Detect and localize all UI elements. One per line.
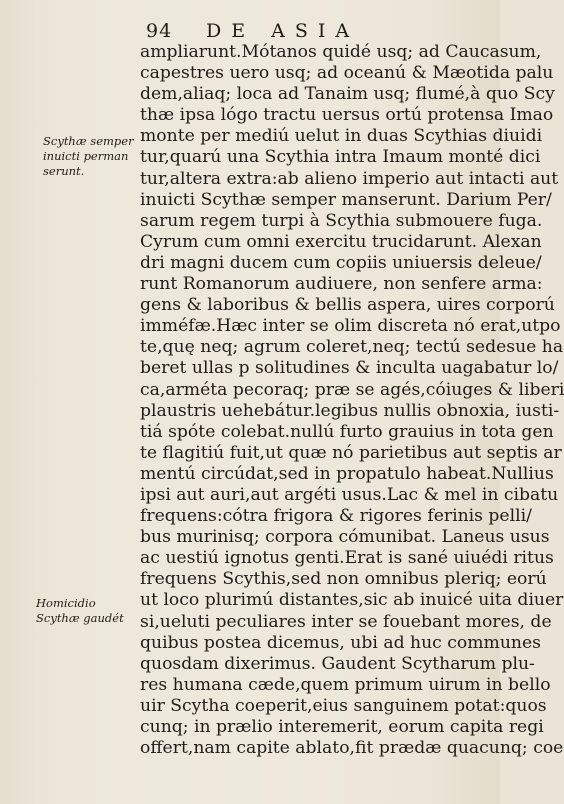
text-line: cunq; in prælio interemerit, eorum capita regi xyxy=(140,717,544,737)
marginal-line: serunt. xyxy=(43,164,85,178)
text-line: quosdam dixerimus. Gaudent Scytharum plu- xyxy=(140,653,535,674)
text-line: mentú circúdat,sed in propatulo habeat.Nullius xyxy=(140,463,554,484)
page-number: 94 xyxy=(146,20,173,42)
marginal-line: inuicti perman xyxy=(43,149,129,163)
text-line: frequens Scythis,sed non omnibus pleriq; eorú xyxy=(140,569,547,590)
marginal-line: Scythæ semper xyxy=(43,134,134,148)
text-line: ampliarunt.Mótanos quidé usq; ad Caucasum, xyxy=(140,42,542,62)
marginal-line: Homicidio xyxy=(36,596,96,610)
text-line: sarum regem turpi à Scythia submouere fuga. xyxy=(140,210,543,231)
text-line: frequens:cótra frigora & rigores ferinis pelli/ xyxy=(140,506,532,527)
text-line: tiá spóte colebat.nullú furto grauius in tota gen xyxy=(140,421,554,442)
text-line: beret ullas p solitudines & inculta uagabatur lo/ xyxy=(140,358,559,379)
text-line: ca,arméta pecoraq; præ se agés,cóiuges & liberi xyxy=(140,379,564,400)
text-line: imméfæ.Hæc inter se olim discreta nó erat,utpo xyxy=(140,316,561,337)
text-line: monte per mediú uelut in duas Scythias diuidi xyxy=(140,126,543,147)
marginal-note-homicidio xyxy=(36,596,124,626)
text-line: ipsi aut auri,aut argéti usus.Lac & mel in cibatu xyxy=(140,484,559,505)
text-line: gens & laboribus & bellis aspera, uires corporú xyxy=(140,295,555,316)
text-line: tur,altera extra:ab alieno imperio aut intacti aut xyxy=(140,168,559,189)
text-line: Cyrum cum omni exercitu trucidarunt. Alexan xyxy=(140,231,542,252)
text-line: dri magni ducem cum copiis uniuersis deleue/ xyxy=(140,252,542,273)
text-line: quibus postea dicemus, ubi ad huc communes xyxy=(140,632,541,653)
text-line: offert,nam capite ablato,fit prædæ quacunq; coe xyxy=(140,738,564,759)
marginal-line: Scythæ gaudét xyxy=(36,611,124,625)
text-line: dem,aliaq; loca ad Tanaim usq; flumé,à quo Scy xyxy=(140,84,555,105)
running-head: DE ASIA xyxy=(206,20,360,42)
body-text xyxy=(140,42,564,759)
text-line: ac uestiú ignotus genti.Erat is sané uiuédi ritus xyxy=(140,548,554,569)
marginal-note-scythae-inuicti xyxy=(43,134,134,179)
text-line: capestres uero usq; ad oceanú & Mæotida palu xyxy=(140,63,554,84)
text-line: tur,quarú una Scythia intra Imaum monté dici xyxy=(140,147,541,168)
text-line: si,ueluti peculiares inter se fouebant mores, de xyxy=(140,611,552,632)
text-line: thæ ipsa lógo tractu uersus ortú protensa Imao xyxy=(140,105,554,126)
text-line: res humana cæde,quem primum uirum in bello xyxy=(140,674,551,695)
page-header xyxy=(0,20,500,44)
text-line: plaustris uehebátur.legibus nullis obnoxia, iusti- xyxy=(140,400,560,421)
text-line: te flagitiú fuit,ut quæ nó parietibus aut septis ar xyxy=(140,442,562,463)
text-line: bus murinisq; corpora cómunibat. Laneus usus xyxy=(140,527,550,548)
text-line: uir Scytha coeperit,eius sanguinem potat:quos xyxy=(140,695,547,716)
text-line: inuicti Scythæ semper manserunt. Darium Per/ xyxy=(140,189,552,210)
text-line: runt Romanorum audiuere, non senfere arma: xyxy=(140,274,543,295)
text-line: te,quę neq; agrum coleret,neq; tectú sedesue ha xyxy=(140,337,564,358)
text-line: ut loco plurimú distantes,sic ab inuicé uita diuer xyxy=(140,590,564,611)
